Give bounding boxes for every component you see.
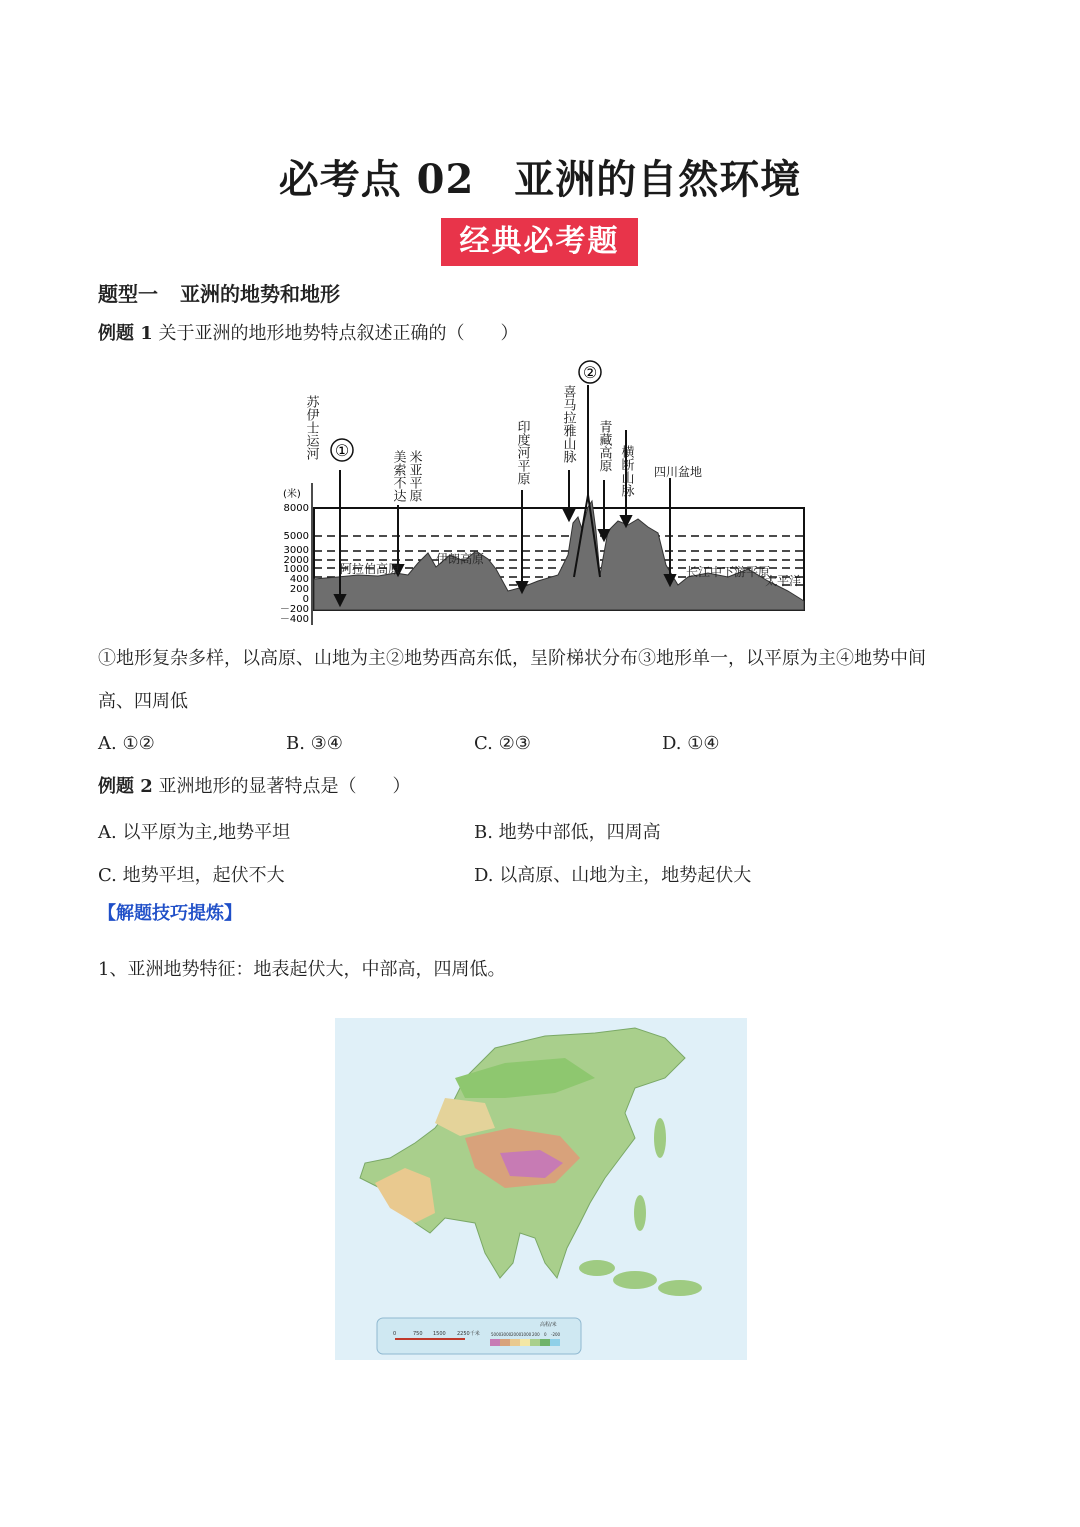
section-heading-type: 题型一	[98, 282, 158, 306]
elevation-legend-title: 高程/米	[540, 1322, 557, 1328]
label-sichuan: 四川盆地	[654, 465, 703, 479]
scale-label: 1500	[433, 1331, 446, 1337]
label-yangtze: 长江中下游平原	[686, 565, 771, 579]
q1-option-b[interactable]: B. ③④	[286, 733, 343, 754]
q2-option-d[interactable]: D. 以高原、山地为主，地势起伏大	[474, 865, 752, 886]
scale-label: 750	[413, 1331, 423, 1337]
y-axis-ticks	[280, 503, 309, 625]
label-arabia: 阿拉伯高原	[340, 562, 401, 576]
y-tick: 8000	[283, 503, 309, 514]
tips-point-1: 1、亚洲地势特征：地表起伏大，中部高，四周低。	[98, 959, 506, 980]
question-2	[98, 775, 411, 799]
q2-option-a[interactable]: A. 以平原为主,地势平坦	[98, 822, 291, 843]
section-heading-topic: 亚洲的地势和地形	[180, 282, 340, 306]
label-meso-b: 米亚平原	[406, 450, 422, 502]
label-meso: 美索不达	[390, 450, 406, 502]
label-tibet: 青藏高原	[596, 420, 612, 472]
question-1-statements-line1: ①地形复杂多样，以高原、山地为主②地势西高东低，呈阶梯状分布③地形单一，以平原为主④地势中间	[98, 648, 926, 669]
elev-label: 1000	[521, 1332, 532, 1337]
elev-label: 5000	[491, 1332, 502, 1337]
title-part1: 必考点 02	[278, 156, 475, 203]
q1-option-a[interactable]: A. ①②	[98, 733, 155, 754]
question-1-stem: 关于亚洲的地形地势特点叙述正确的（ ）	[158, 323, 519, 344]
elevation-legend	[490, 1339, 560, 1346]
question-1-statements-line2: 高、四周低	[98, 691, 188, 712]
q2-option-c[interactable]: C. 地势平坦，起伏不大	[98, 865, 285, 886]
terrain-profile-figure	[278, 355, 818, 630]
elev-label: 200	[532, 1332, 540, 1337]
elev-label: 3000	[501, 1332, 512, 1337]
question-1-label: 例题 1	[98, 323, 153, 344]
elev-label: 2000	[511, 1332, 522, 1337]
terrain-silhouette	[314, 501, 804, 610]
question-2-stem: 亚洲地形的显著特点是（ ）	[158, 776, 411, 797]
y-axis-unit: (米)	[283, 489, 301, 500]
y-tick: －400	[279, 614, 309, 625]
label-hengduan: 横断山脉	[618, 445, 634, 497]
question-1	[98, 322, 519, 346]
page-title	[0, 148, 1080, 205]
section-banner: 经典必考题	[441, 218, 638, 266]
elev-label: -200	[551, 1332, 561, 1337]
scale-label: 2250千米	[457, 1331, 480, 1337]
y-tick: 0	[302, 594, 309, 605]
label-suez: 苏伊士运河	[303, 395, 319, 460]
tips-heading: 【解题技巧提炼】	[98, 903, 242, 924]
question-2-label: 例题 2	[98, 776, 153, 797]
circle-marker-1: ①	[334, 441, 350, 460]
q1-option-c[interactable]: C. ②③	[474, 733, 531, 754]
y-tick: 1000	[283, 564, 309, 575]
y-tick: 400	[289, 574, 309, 585]
label-himalaya: 喜马拉雅山脉	[560, 385, 576, 463]
label-indus: 印度河平原	[514, 420, 530, 485]
q1-option-d[interactable]: D. ①④	[662, 733, 720, 754]
q2-option-b[interactable]: B. 地势中部低，四周高	[474, 822, 661, 843]
elev-label: 0	[544, 1332, 547, 1337]
y-tick: 200	[289, 584, 309, 595]
title-part2: 亚洲的自然环境	[514, 156, 802, 203]
circle-marker-2: ②	[582, 363, 598, 382]
scale-label: 0	[393, 1331, 397, 1337]
section-heading	[98, 278, 340, 307]
label-iran: 伊朗高原	[436, 552, 485, 566]
asia-relief-map	[335, 1018, 747, 1360]
y-tick: 5000	[283, 531, 309, 542]
label-pacific: 太平洋	[765, 574, 802, 588]
y-tick: －200	[279, 604, 309, 615]
y-tick: 3000	[283, 545, 309, 556]
y-tick: 2000	[283, 555, 309, 566]
